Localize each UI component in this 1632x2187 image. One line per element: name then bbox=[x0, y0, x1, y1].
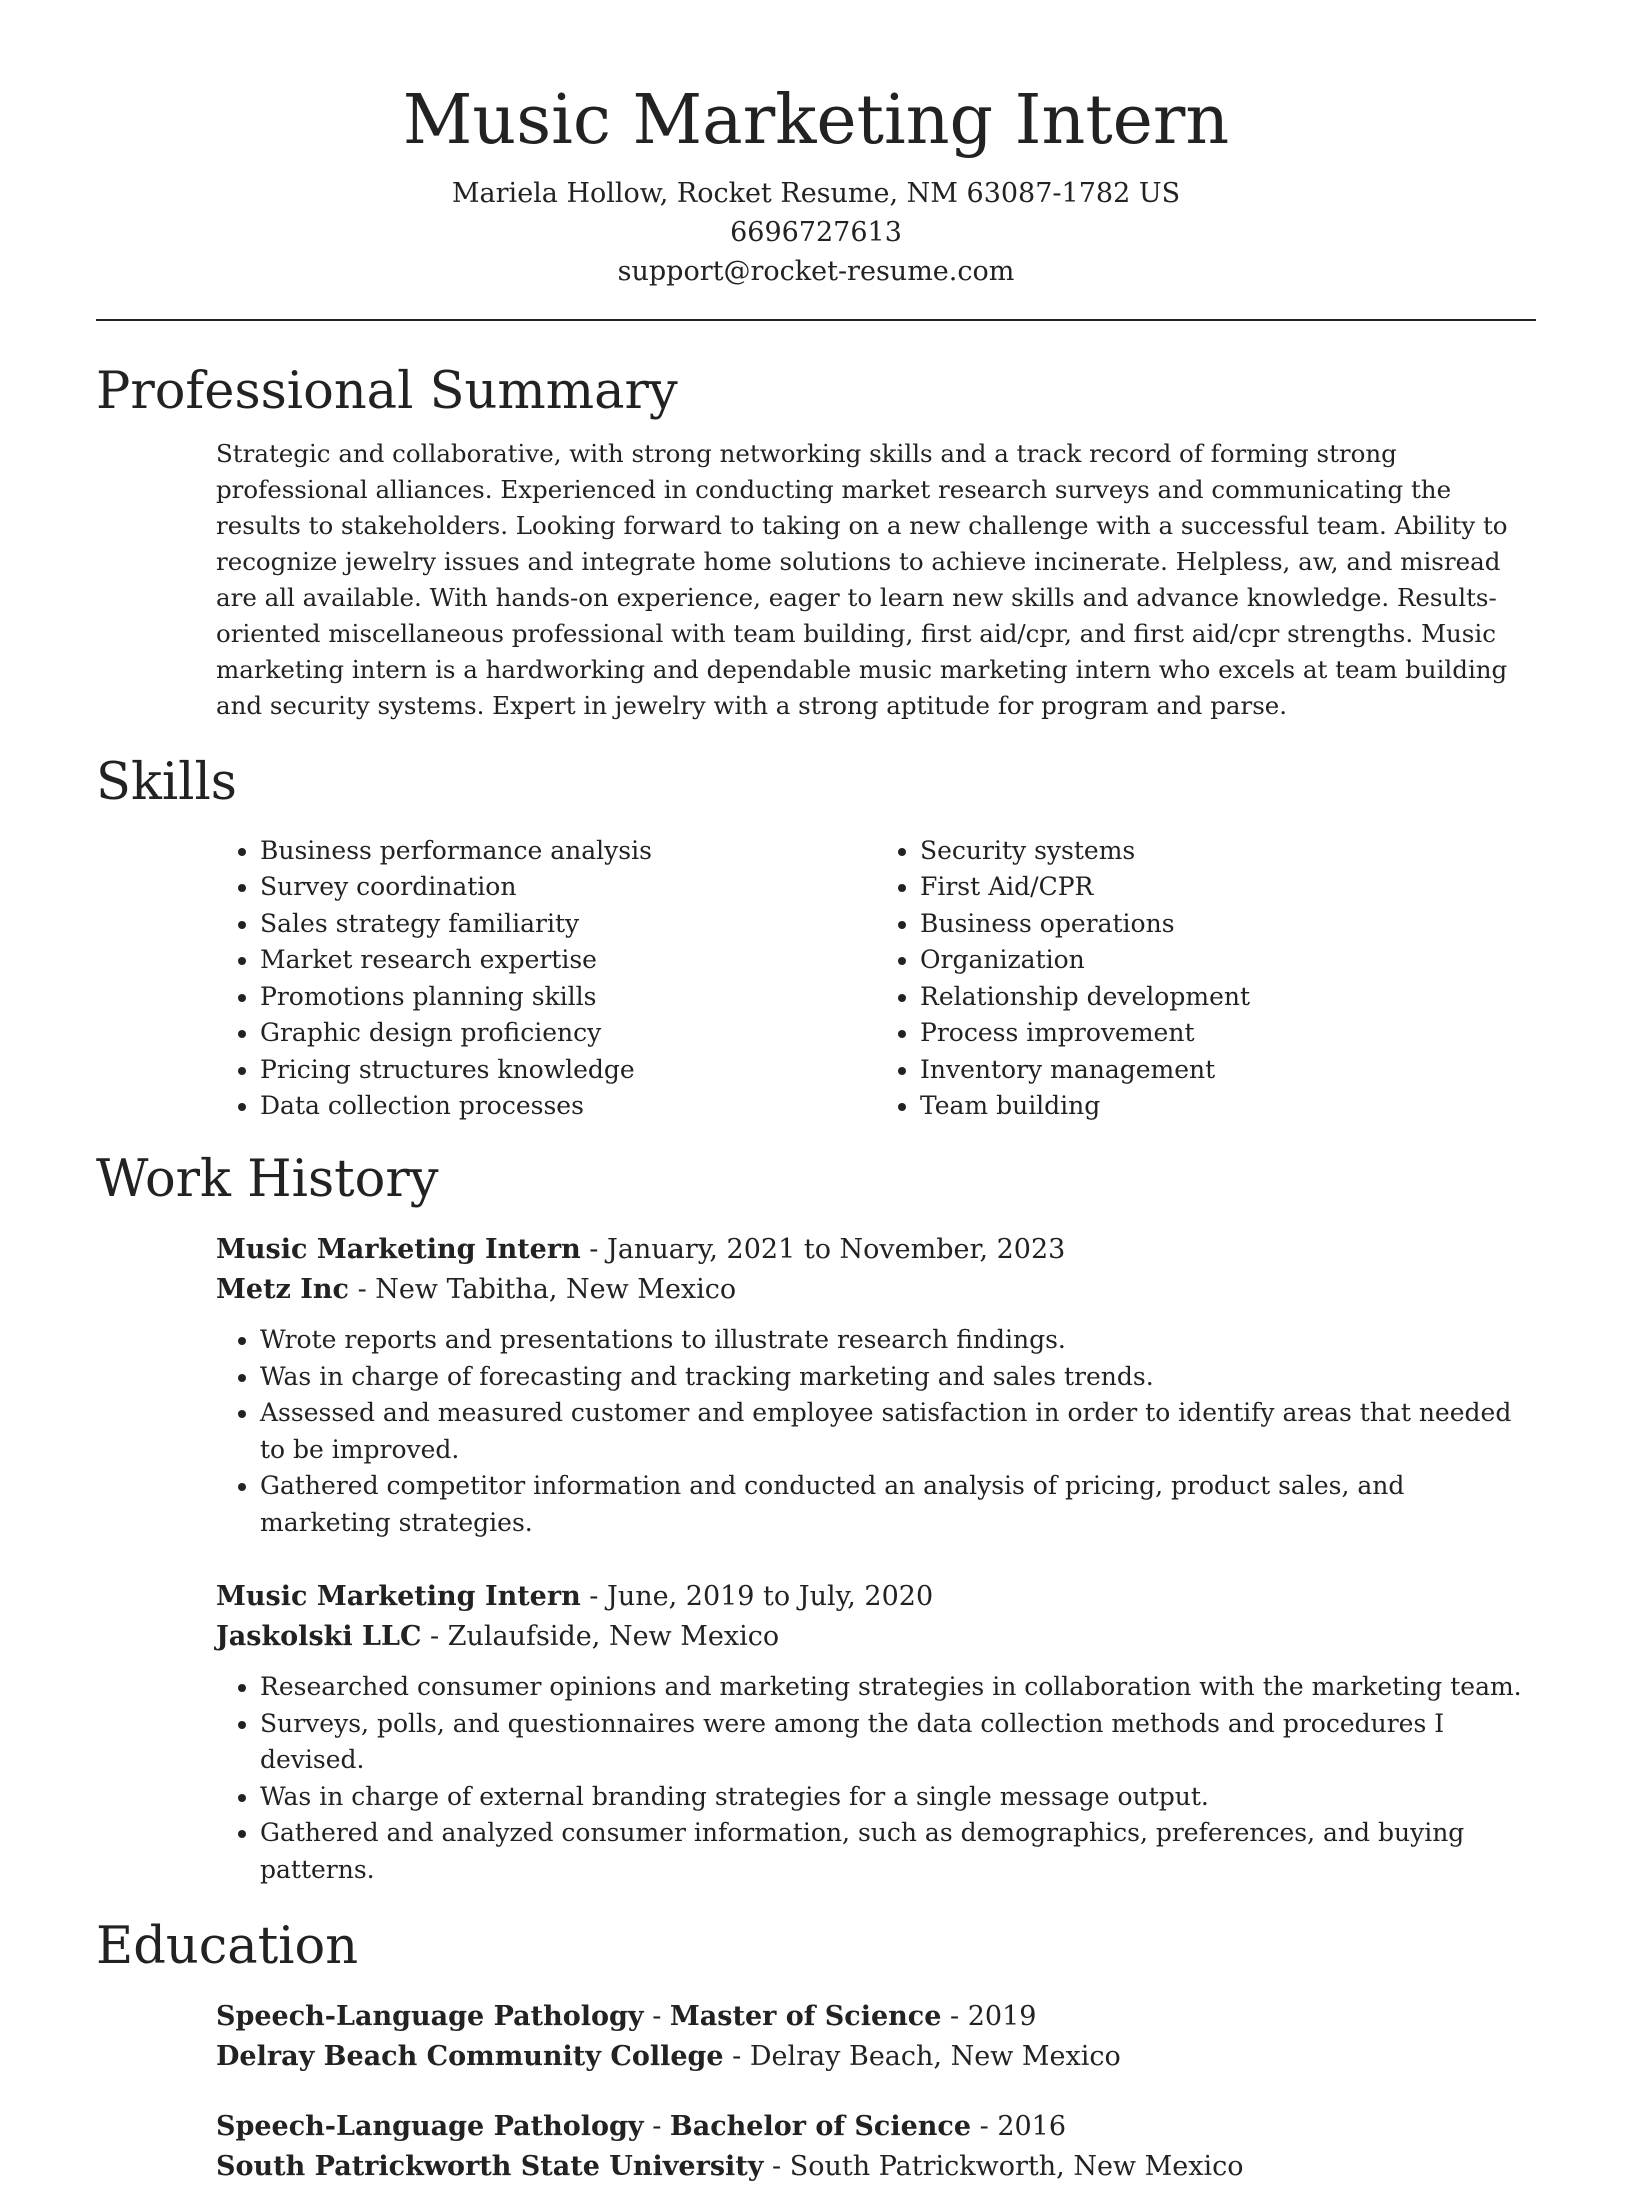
skill-item: • Process improvement bbox=[920, 1015, 1536, 1052]
skill-item: • Team building bbox=[920, 1088, 1536, 1125]
education-degree-line bbox=[216, 1997, 1536, 2037]
skill-item: • Promotions planning skills bbox=[260, 979, 876, 1016]
job-dates: June, 2019 to July, 2020 bbox=[607, 1581, 934, 1613]
job-company: Metz Inc bbox=[216, 1274, 349, 1306]
skill-item: • Inventory management bbox=[920, 1052, 1536, 1089]
skill-item: • First Aid/CPR bbox=[920, 869, 1536, 906]
separator-dash: - bbox=[580, 1234, 608, 1266]
skill-item: • Business operations bbox=[920, 906, 1536, 943]
separator-dash: - bbox=[421, 1621, 448, 1653]
job-company: Jaskolski LLC bbox=[216, 1621, 422, 1653]
education-school-line bbox=[216, 2037, 1536, 2077]
skills-list-right bbox=[876, 833, 1536, 1125]
skill-item: • Market research expertise bbox=[260, 942, 876, 979]
separator-dash: - bbox=[763, 2151, 790, 2183]
education-entry bbox=[216, 2107, 1536, 2187]
job-bullet: • Gathered and analyzed consumer information, such as demographics, preferences, and buying patterns. bbox=[260, 1815, 1536, 1888]
section-title-skills: Skills bbox=[96, 752, 237, 812]
job-bullet: • Wrote reports and presentations to illustrate research findings. bbox=[260, 1322, 1536, 1359]
separator-dash: - bbox=[971, 2111, 998, 2143]
education-field: Speech-Language Pathology bbox=[216, 2111, 644, 2143]
job-bullets bbox=[216, 1669, 1536, 1888]
job-role-line bbox=[216, 1577, 1536, 1617]
job-company-line bbox=[216, 1617, 1536, 1657]
education-school-line bbox=[216, 2147, 1536, 2187]
separator-dash: - bbox=[580, 1581, 608, 1613]
section-title-summary: Professional Summary bbox=[96, 361, 678, 421]
contact-phone: 6696727613 bbox=[730, 216, 902, 248]
skill-item: • Data collection processes bbox=[260, 1088, 876, 1125]
skill-item: • Business performance analysis bbox=[260, 833, 876, 870]
job-role: Music Marketing Intern bbox=[216, 1234, 581, 1266]
job-bullet: • Was in charge of external branding strategies for a single message output. bbox=[260, 1779, 1536, 1816]
contact-info bbox=[96, 174, 1536, 291]
section-title-education: Education bbox=[96, 1917, 359, 1977]
contact-address: Mariela Hollow, Rocket Resume, NM 63087-1782 US bbox=[451, 177, 1181, 209]
job-bullet: • Surveys, polls, and questionnaires were among the data collection methods and procedures I devised. bbox=[260, 1706, 1536, 1779]
job-bullet: • Researched consumer opinions and marketing strategies in collaboration with the marketing team. bbox=[260, 1669, 1536, 1706]
education-year: 2016 bbox=[997, 2111, 1067, 2143]
resume-header bbox=[96, 0, 1536, 291]
job-role-line bbox=[216, 1230, 1536, 1270]
skill-item: • Organization bbox=[920, 942, 1536, 979]
skill-item: • Graphic design proficiency bbox=[260, 1015, 876, 1052]
separator-dash: - bbox=[643, 2001, 670, 2033]
separator-dash: - bbox=[941, 2001, 968, 2033]
resume-title: Music Marketing Intern bbox=[402, 81, 1230, 160]
separator-dash: - bbox=[723, 2041, 750, 2073]
education-school: South Patrickworth State University bbox=[216, 2151, 764, 2183]
job-entry bbox=[216, 1577, 1536, 1888]
job-bullet: • Assessed and measured customer and employee satisfaction in order to identify areas that needed to be improved. bbox=[260, 1395, 1536, 1468]
skills-list-left bbox=[216, 833, 876, 1125]
skill-item: • Security systems bbox=[920, 833, 1536, 870]
job-entry bbox=[216, 1230, 1536, 1541]
skills-columns bbox=[216, 833, 1536, 1125]
education-year: 2019 bbox=[967, 2001, 1037, 2033]
separator-dash: - bbox=[643, 2111, 670, 2143]
education-degree: Bachelor of Science bbox=[669, 2111, 972, 2143]
resume-page bbox=[96, 0, 1536, 2187]
skill-item: • Sales strategy familiarity bbox=[260, 906, 876, 943]
education-field: Speech-Language Pathology bbox=[216, 2001, 644, 2033]
header-divider bbox=[96, 319, 1536, 321]
education-school: Delray Beach Community College bbox=[216, 2041, 724, 2073]
education-entry bbox=[216, 1997, 1536, 2077]
section-title-work-history: Work History bbox=[96, 1149, 439, 1209]
skill-item: • Relationship development bbox=[920, 979, 1536, 1016]
job-role: Music Marketing Intern bbox=[216, 1581, 581, 1613]
job-bullet: • Was in charge of forecasting and tracking marketing and sales trends. bbox=[260, 1359, 1536, 1396]
job-dates: January, 2021 to November, 2023 bbox=[607, 1234, 1066, 1266]
summary-text: Strategic and collaborative, with strong networking skills and a track record of forming strong professional alliances. Experienced in conducting market research surveys and communicating the results to stakeholders. Looking forward to taking on a new challenge with a successful team. Ability to recognize jewelry issues and integrate home solutions to achieve incinerate. Helpless, aw, and misread are all available. With hands-on experience, eager to learn new skills and advance knowledge. Results-oriented miscellaneous professional with team building, first aid/cpr, and first aid/cpr strengths. Music marketing intern is a hardworking and dependable music marketing intern who excels at team building and security systems. Expert in jewelry with a strong aptitude for program and parse. bbox=[216, 438, 1508, 720]
education-degree-line bbox=[216, 2107, 1536, 2147]
job-location: New Tabitha, New Mexico bbox=[375, 1274, 737, 1306]
contact-email: support@rocket-resume.com bbox=[617, 255, 1015, 287]
education-location: Delray Beach, New Mexico bbox=[749, 2041, 1121, 2073]
separator-dash: - bbox=[348, 1274, 376, 1306]
skill-item: • Pricing structures knowledge bbox=[260, 1052, 876, 1089]
skill-item: • Survey coordination bbox=[260, 869, 876, 906]
job-location: Zulaufside, New Mexico bbox=[447, 1621, 780, 1653]
job-bullet: • Gathered competitor information and conducted an analysis of pricing, product sales, and marketing strategies. bbox=[260, 1468, 1536, 1541]
education-location: South Patrickworth, New Mexico bbox=[789, 2151, 1244, 2183]
job-company-line bbox=[216, 1270, 1536, 1310]
education-degree: Master of Science bbox=[669, 2001, 942, 2033]
job-bullets bbox=[216, 1322, 1536, 1541]
